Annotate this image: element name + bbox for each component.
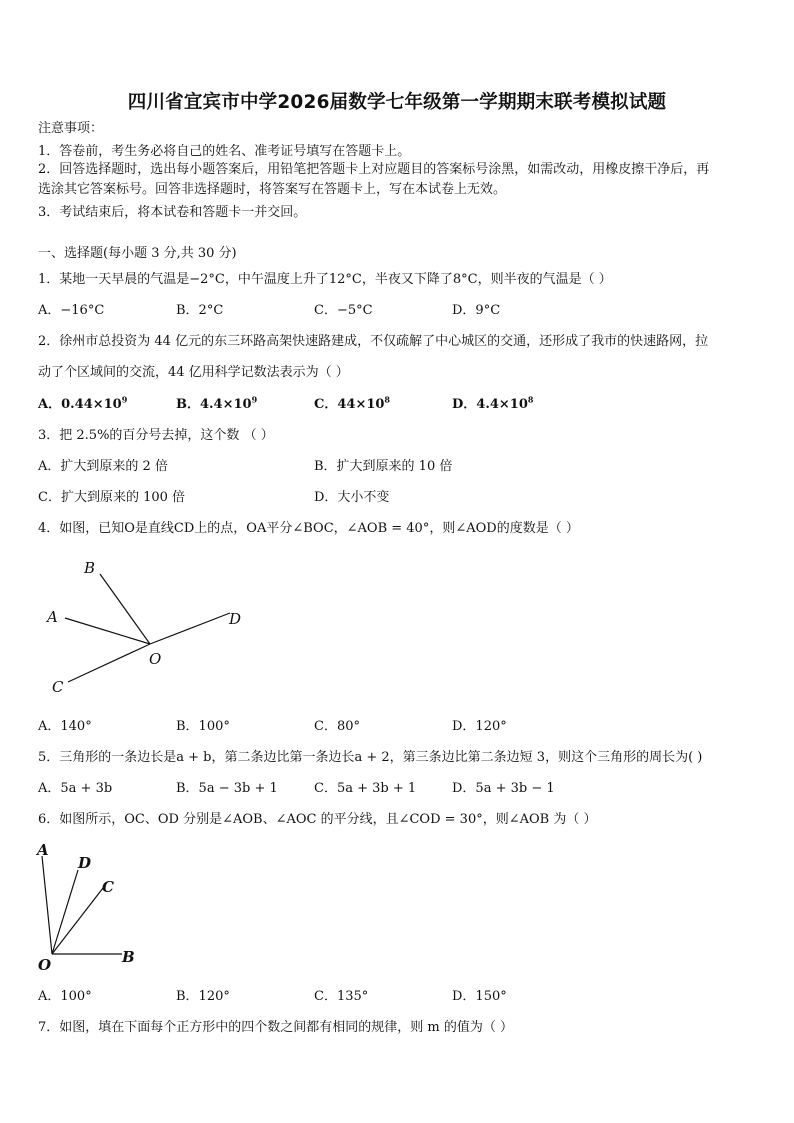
notice-item-2-line-1: 2．回答选择题时，选出每小题答案后，用铅笔把答题卡上对应题目的答案标号涂黑，如需改动，用橡皮擦干净后，再: [38, 162, 710, 177]
q6-option-b: B．120°: [176, 989, 230, 1004]
q6-option-c: C．135°: [314, 989, 369, 1004]
q3-option-d: D．大小不变: [314, 490, 390, 505]
ray-ob: [100, 574, 150, 644]
ray-oa: [65, 618, 150, 644]
q3-option-c: C．扩大到原来的 100 倍: [38, 490, 186, 505]
q6-option-d: D．150°: [452, 989, 507, 1004]
label-d: D: [229, 610, 242, 628]
q4-option-d: D．120°: [452, 719, 507, 734]
q2-stem-line-1: 2．徐州市总投资为 44 亿元的东三环路高架快速路建成，不仅疏解了中心城区的交通，还形成了我市的快速路网，拉: [38, 334, 709, 349]
label-c: C: [52, 678, 64, 696]
ray-oc: [52, 888, 103, 954]
q6-stem: 6．如图所示，OC、OD 分别是∠AOB、∠AOC 的平分线，且∠COD = 30°，则∠AOB 为（ ）: [38, 812, 597, 827]
q4-option-b: B．100°: [176, 719, 230, 734]
q2-stem-line-2: 动了个区域间的交流，44 亿用科学记数法表示为（ ）: [38, 365, 349, 380]
q5-option-a: A．5a + 3b: [38, 781, 113, 796]
notice-item-2-line-2: 选涂其它答案标号。回答非选择题时，将答案写在答题卡上，写在本试卷上无效。: [38, 182, 507, 197]
q2-option-a: A．$0.44\times 10^9$: [38, 394, 128, 412]
q5-option-d: D．5a + 3b − 1: [452, 781, 555, 796]
q1-option-c: C．−5°C: [314, 303, 373, 318]
q2-option-d: D．$4.4\times 10^8$: [452, 394, 534, 412]
q1-option-d: D．9°C: [452, 303, 501, 318]
label-d: D: [78, 854, 92, 872]
q6-option-a: A．100°: [38, 989, 92, 1004]
label-o: O: [149, 650, 162, 668]
label-a: A: [37, 841, 49, 859]
q6-figure: [34, 838, 154, 973]
q3-stem: 3．把 2.5%的百分号去掉，这个数 （ ）: [38, 428, 274, 443]
line-od: [150, 613, 230, 644]
ray-od: [52, 870, 78, 954]
notice-item-1: 1．答卷前，考生务必将自己的姓名、准考证号填写在答题卡上。: [38, 144, 411, 159]
q3-option-b: B．扩大到原来的 10 倍: [314, 459, 453, 474]
ray-oa: [42, 856, 52, 954]
q2-option-b: B．$4.4\times 10^9$: [176, 394, 258, 412]
q1-option-b: B．2°C: [176, 303, 224, 318]
label-a: A: [47, 608, 58, 626]
q2-option-c: C．$44\times 10^8$: [314, 394, 390, 412]
section-heading: 一、选择题(每小题 3 分,共 30 分): [38, 246, 237, 261]
q5-option-c: C．5a + 3b + 1: [314, 781, 417, 796]
label-o: O: [38, 956, 52, 973]
label-b: B: [122, 948, 135, 966]
q4-option-c: C．80°: [314, 719, 360, 734]
q4-option-a: A．140°: [38, 719, 92, 734]
notice-heading: 注意事项：: [38, 121, 104, 136]
notice-item-3: 3．考试结束后，将本试卷和答题卡一并交回。: [38, 205, 307, 220]
q7-stem: 7．如图，填在下面每个正方形中的四个数之间都有相同的规律，则 m 的值为（ ）: [38, 1020, 513, 1035]
page-title: 四川省宜宾市中学2026届数学七年级第一学期期末联考模拟试题: [127, 92, 667, 113]
q1-stem: 1．某地一天早晨的气温是−2°C，中午温度上升了12°C，半夜又下降了8°C，则半夜的气温是（ ）: [38, 272, 612, 287]
q5-option-b: B．5a − 3b + 1: [176, 781, 278, 796]
q4-figure: [40, 552, 260, 702]
label-b: B: [84, 559, 96, 577]
q4-stem: 4．如图，已知O是直线CD上的点，OA平分∠BOC，∠AOB = 40°，则∠AOD的度数是（ ）: [38, 521, 579, 536]
q3-option-a: A．扩大到原来的 2 倍: [38, 459, 168, 474]
q1-option-a: A．−16°C: [38, 303, 105, 318]
label-c: C: [102, 878, 114, 896]
q5-stem: 5．三角形的一条边长是a + b，第二条边比第一条边长a + 2，第三条边比第二条边短 3，则这个三角形的周长为( ): [38, 750, 703, 765]
line-oc: [68, 644, 150, 682]
